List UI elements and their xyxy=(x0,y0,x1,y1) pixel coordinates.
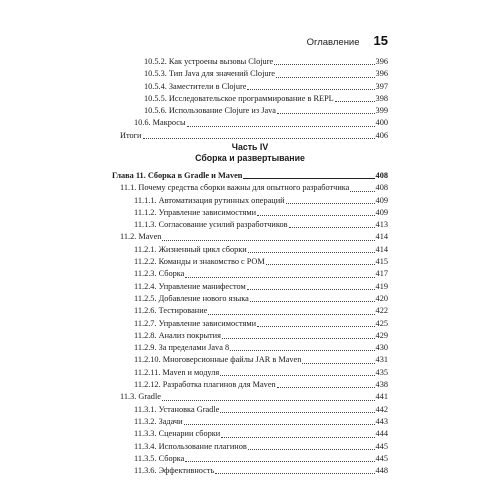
toc-entry-page: 445 xyxy=(375,441,388,451)
toc-entry-title: 11.2.3. Сборка xyxy=(134,269,185,279)
toc-entry-title: Итоги xyxy=(120,130,142,140)
toc-entry-page: 408 xyxy=(375,171,388,180)
toc-dot-leader xyxy=(221,437,374,438)
toc-dot-leader xyxy=(162,240,374,241)
toc-entry-page: 406 xyxy=(375,130,388,140)
toc-entry[interactable] xyxy=(112,354,388,366)
toc-entry-page: 397 xyxy=(375,81,388,91)
toc-section-chapter-10 xyxy=(112,56,388,142)
toc-entry-title: 11.1. Почему средства сборки важны для опытного разработчика xyxy=(120,183,350,193)
toc-entry-title: 11.2.2. Команды и знакомство с POM xyxy=(134,257,265,267)
toc-entry-title: 11.2.12. Разработка плагинов для Maven xyxy=(134,380,276,390)
toc-dot-leader xyxy=(247,89,374,90)
toc-entry[interactable] xyxy=(112,207,388,219)
toc-dot-leader xyxy=(184,424,375,425)
toc-dot-leader xyxy=(208,314,374,315)
toc-entry[interactable] xyxy=(112,130,388,142)
part-title: Сборка и развертывание xyxy=(195,153,305,163)
toc-entry[interactable] xyxy=(112,318,388,330)
toc-entry[interactable] xyxy=(112,219,388,231)
toc-entry-page: 429 xyxy=(375,330,388,340)
toc-entry-page: 409 xyxy=(375,195,388,205)
running-title: Оглавление xyxy=(306,37,360,48)
toc-entry-page: 442 xyxy=(375,404,388,414)
toc-dot-leader xyxy=(243,178,374,179)
toc-dot-leader xyxy=(230,350,374,351)
toc-entry-page: 419 xyxy=(375,281,388,291)
toc-entry[interactable] xyxy=(112,117,388,129)
toc-dot-leader xyxy=(302,363,374,364)
toc-entry-page: 420 xyxy=(375,293,388,303)
toc-entry-title: 11.3.5. Сборка xyxy=(134,453,185,463)
toc-dot-leader xyxy=(266,264,375,265)
toc-entry[interactable] xyxy=(112,105,388,117)
toc-dot-leader xyxy=(248,449,375,450)
toc-entry-page: 422 xyxy=(375,306,388,316)
toc-entry-title: 11.2.10. Многоверсионные файлы JAR в Maven xyxy=(134,355,302,365)
part-heading xyxy=(112,142,388,164)
toc-entry-page: 425 xyxy=(375,318,388,328)
toc-entry-page: 413 xyxy=(375,220,388,230)
toc-entry[interactable] xyxy=(112,81,388,93)
toc-entry-page: 435 xyxy=(375,367,388,377)
toc-dot-leader xyxy=(215,473,374,474)
toc-dot-leader xyxy=(286,203,375,204)
toc-entry-title: 11.1.1. Автоматизация рутинных операций xyxy=(134,195,285,205)
toc-dot-leader xyxy=(250,301,375,302)
toc-dot-leader xyxy=(257,326,375,327)
toc-entry-title: 11.2.5. Добавление нового языка xyxy=(134,293,249,303)
toc-entry[interactable] xyxy=(112,391,388,403)
toc-entry-page: 443 xyxy=(375,416,388,426)
toc-entry-page: 409 xyxy=(375,207,388,217)
toc-dot-leader xyxy=(162,400,375,401)
toc-entry-title: 11.1.3. Согласование усилий разработчиков xyxy=(134,220,288,230)
toc-entry[interactable] xyxy=(112,182,388,194)
toc-entry-title: 11.2.7. Управление зависимостями xyxy=(134,318,257,328)
toc-entry-page: 417 xyxy=(375,269,388,279)
toc-entry-title: 11.2.4. Управление манифестом xyxy=(134,281,246,291)
toc-entry-page: 444 xyxy=(375,429,388,439)
toc-chapter-entry[interactable] xyxy=(112,170,388,182)
toc-entry-page: 399 xyxy=(375,106,388,116)
running-header xyxy=(112,33,388,48)
toc-entry-page: 438 xyxy=(375,380,388,390)
toc-dot-leader xyxy=(185,461,374,462)
toc-entry-page: 441 xyxy=(375,392,388,402)
toc-dot-leader xyxy=(247,289,375,290)
toc-dot-leader xyxy=(274,64,374,65)
toc-entry-page: 414 xyxy=(375,232,388,242)
toc-entry[interactable] xyxy=(112,453,388,465)
part-label: Часть IV xyxy=(231,142,269,152)
toc-dot-leader xyxy=(143,138,375,139)
toc-entry-title: 11.2.6. Тестирование xyxy=(134,306,208,316)
toc-entry[interactable] xyxy=(112,195,388,207)
toc-entry[interactable] xyxy=(112,244,388,256)
toc-section-part-4 xyxy=(112,170,388,477)
toc-entry-title: 11.2.8. Анализ покрытия xyxy=(134,330,221,340)
toc-entry-title: 10.5.4. Заместители в Clojure xyxy=(144,81,247,91)
toc-entry-title: 11.1.2. Управление зависимостями xyxy=(134,207,257,217)
toc-entry-title: 11.2. Maven xyxy=(120,232,162,242)
toc-dot-leader xyxy=(276,77,375,78)
toc-entry-page: 396 xyxy=(375,57,388,66)
toc-entry-title: 11.2.9. За пределами Java 8 xyxy=(134,343,230,353)
toc-entry[interactable] xyxy=(112,330,388,342)
toc-dot-leader xyxy=(350,191,374,192)
toc-entry-page: 408 xyxy=(375,183,388,193)
toc-entry-title: 11.3.3. Сценарии сборки xyxy=(134,429,221,439)
toc-entry[interactable] xyxy=(112,342,388,354)
toc-entry-page: 431 xyxy=(375,355,388,365)
toc-entry-title: 10.6. Макросы xyxy=(134,118,186,128)
toc-dot-leader xyxy=(222,338,375,339)
toc-entry-page: 398 xyxy=(375,93,388,103)
toc-entry[interactable] xyxy=(112,281,388,293)
toc-entry-title: 11.3.2. Задачи xyxy=(134,416,183,426)
toc-entry-title: 10.5.6. Использование Clojure из Java xyxy=(144,106,276,116)
toc-entry[interactable] xyxy=(112,404,388,416)
toc-entry-title: Глава 11. Сборка в Gradle и Maven xyxy=(112,171,243,180)
toc-entry[interactable] xyxy=(112,465,388,477)
toc-dot-leader xyxy=(277,387,375,388)
toc-dot-leader xyxy=(335,101,375,102)
toc-entry[interactable] xyxy=(112,416,388,428)
toc-dot-leader xyxy=(220,375,374,376)
toc-entry[interactable] xyxy=(112,293,388,305)
toc-entry[interactable] xyxy=(112,93,388,105)
toc-entry-page: 445 xyxy=(375,453,388,463)
toc-dot-leader xyxy=(277,113,375,114)
toc-entry-title: 11.2.1. Жизненный цикл сборки xyxy=(134,244,247,254)
toc-entry-title: 11.3.6. Эффективность xyxy=(134,466,215,476)
toc-entry-title: 11.3.4. Использование плагинов xyxy=(134,441,247,451)
toc-dot-leader xyxy=(248,252,375,253)
toc-entry-title: 11.3. Gradle xyxy=(120,392,161,402)
toc-entry-title: 11.2.11. Maven и модуля xyxy=(134,367,220,377)
toc-entry[interactable] xyxy=(112,367,388,379)
toc-entry-page: 414 xyxy=(375,244,388,254)
toc-dot-leader xyxy=(187,126,375,127)
toc-entry-page: 448 xyxy=(375,466,388,476)
toc-entry-page: 396 xyxy=(375,69,388,79)
toc-entry[interactable] xyxy=(112,379,388,391)
toc-entry-page: 430 xyxy=(375,343,388,353)
toc-entry[interactable] xyxy=(112,231,388,243)
toc-entry[interactable] xyxy=(112,68,388,80)
toc-entry-title: 11.3.1. Установка Gradle xyxy=(134,404,220,414)
toc-entry[interactable] xyxy=(112,441,388,453)
toc-dot-leader xyxy=(220,412,374,413)
toc-entry[interactable] xyxy=(112,305,388,317)
toc-entry-page: 415 xyxy=(375,257,388,267)
toc-dot-leader xyxy=(289,227,375,228)
toc-entry[interactable] xyxy=(112,268,388,280)
page-number: 15 xyxy=(373,33,388,48)
toc-entry-title: 10.5.3. Тип Java для значений Clojure xyxy=(144,69,275,79)
toc-entry[interactable] xyxy=(112,256,388,268)
toc-entry[interactable] xyxy=(112,428,388,440)
toc-dot-leader xyxy=(185,277,374,278)
toc-entry-title: 10.5.2. Как устроены вызовы Clojure xyxy=(144,57,274,66)
toc-entry[interactable] xyxy=(112,56,388,68)
toc-entry-title: 10.5.5. Исследовательское программирование в REPL xyxy=(144,93,334,103)
toc-dot-leader xyxy=(257,215,375,216)
toc-entry-page: 400 xyxy=(375,118,388,128)
